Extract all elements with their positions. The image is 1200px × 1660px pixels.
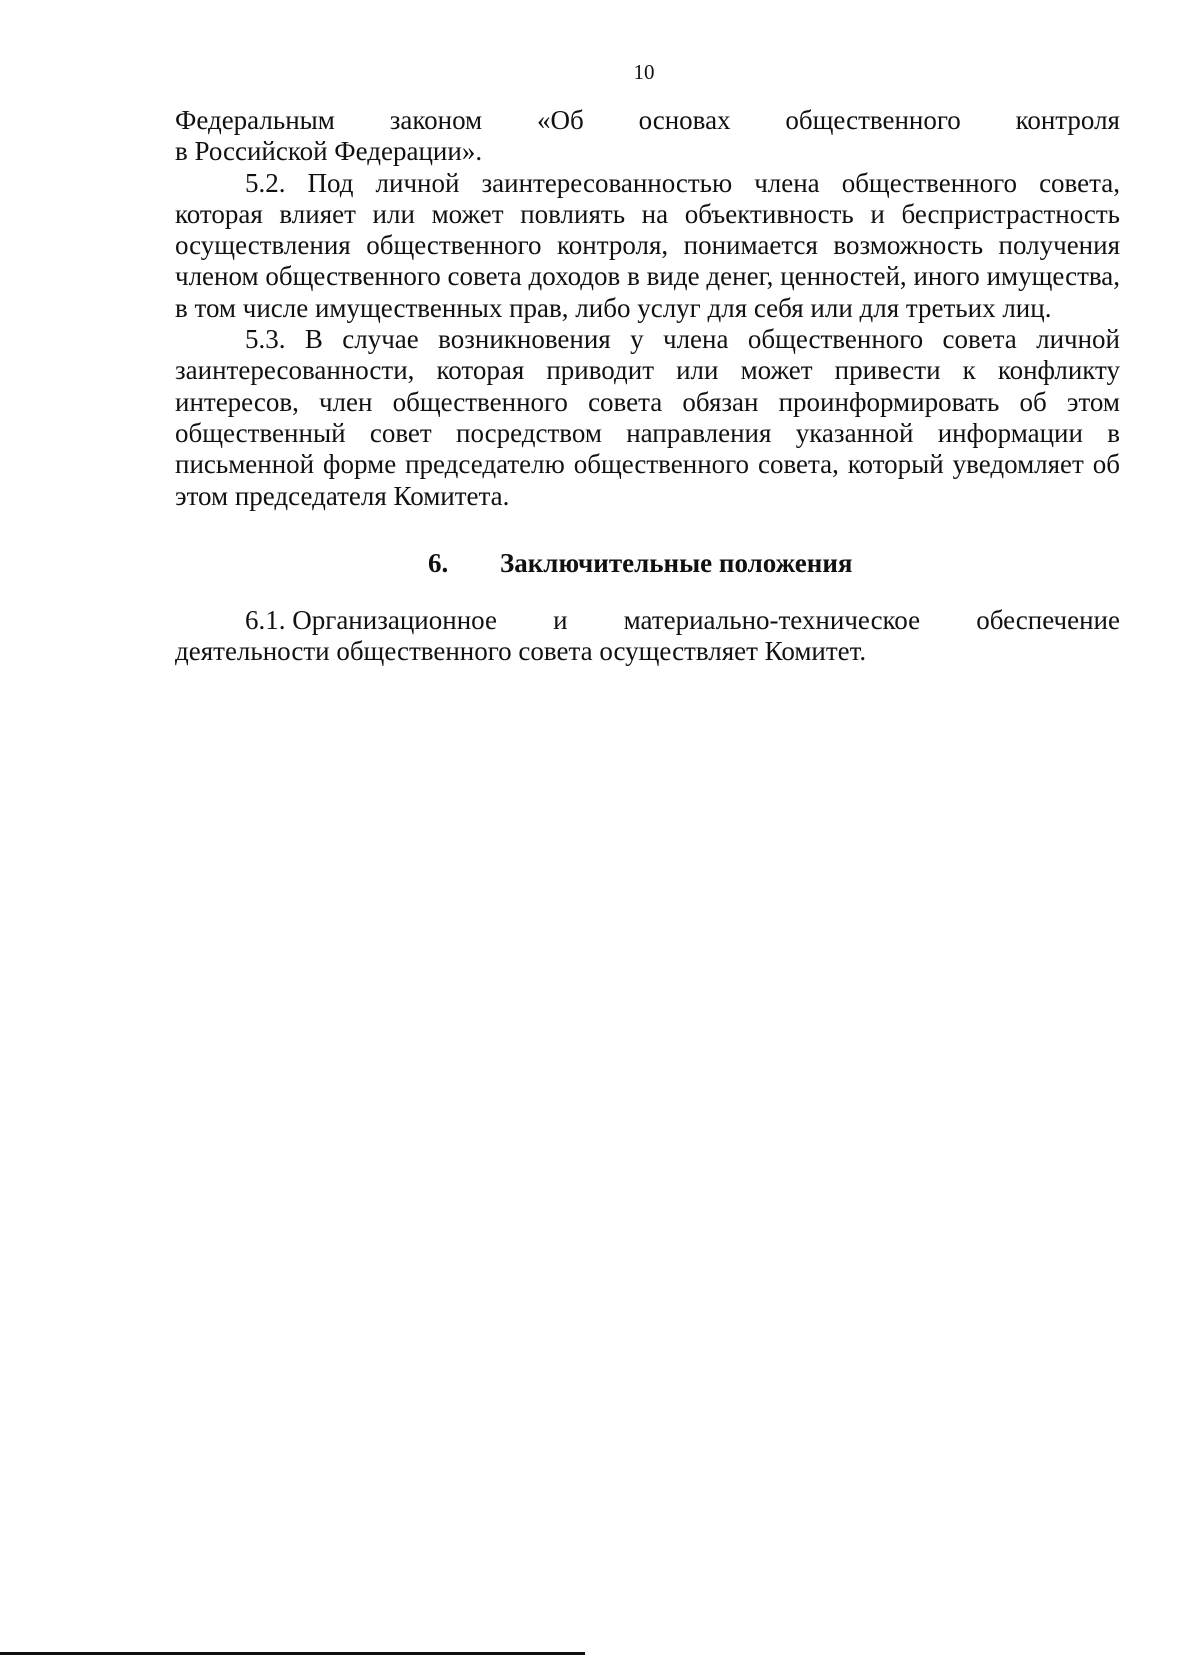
word: общественного <box>785 105 961 135</box>
section-title: Заключительные положения <box>500 547 853 578</box>
word: основах <box>638 105 731 135</box>
word: обеспечение <box>976 604 1120 635</box>
paragraph-5-2: 5.2. Под личной заинтересованностью члена общественного совета, которая влияет или может повлиять на объективность и беспристрастность осуществления общественного контроля, понимается возможность получения членом общественного совета доходов в виде денег, ценностей, иного имущества, в том числе имущественных прав, либо услуг для себя или для третьих лиц. <box>175 167 1120 323</box>
word: «Об <box>536 105 584 135</box>
word: материально-техническое <box>623 604 921 635</box>
section-6-heading <box>175 543 1120 583</box>
paragraph-6-1-line2: деятельности общественного совета осуществляет Комитет. <box>175 636 867 667</box>
paragraph-6-1-line1 <box>175 605 1120 636</box>
paragraph-federal-law-line2: в Российской Федерации». <box>175 136 483 167</box>
word: контроля <box>1015 105 1120 135</box>
word: 6.1. Организационное <box>245 604 497 635</box>
paragraph-5-3: 5.3. В случае возникновения у члена общественного совета личной заинтересованности, которая приводит или может привести к конфликту интересов, член общественного совета обязан проинформировать об этом общественный совет посредством направления указанной информации в письменной форме председателю общественного совета, который уведомляет об этом председателя Комитета. <box>175 324 1120 511</box>
paragraph-federal-law-line1 <box>175 105 1120 136</box>
paragraph-federal-law <box>175 105 1120 168</box>
section-number: 6. <box>428 547 449 578</box>
word: законом <box>389 105 483 135</box>
page-number: 10 <box>633 60 655 84</box>
word: и <box>553 604 568 635</box>
scan-edge-line <box>0 1652 585 1655</box>
paragraph-6-1 <box>175 605 1120 668</box>
document-body <box>175 105 1120 667</box>
word: Федеральным <box>175 105 335 135</box>
